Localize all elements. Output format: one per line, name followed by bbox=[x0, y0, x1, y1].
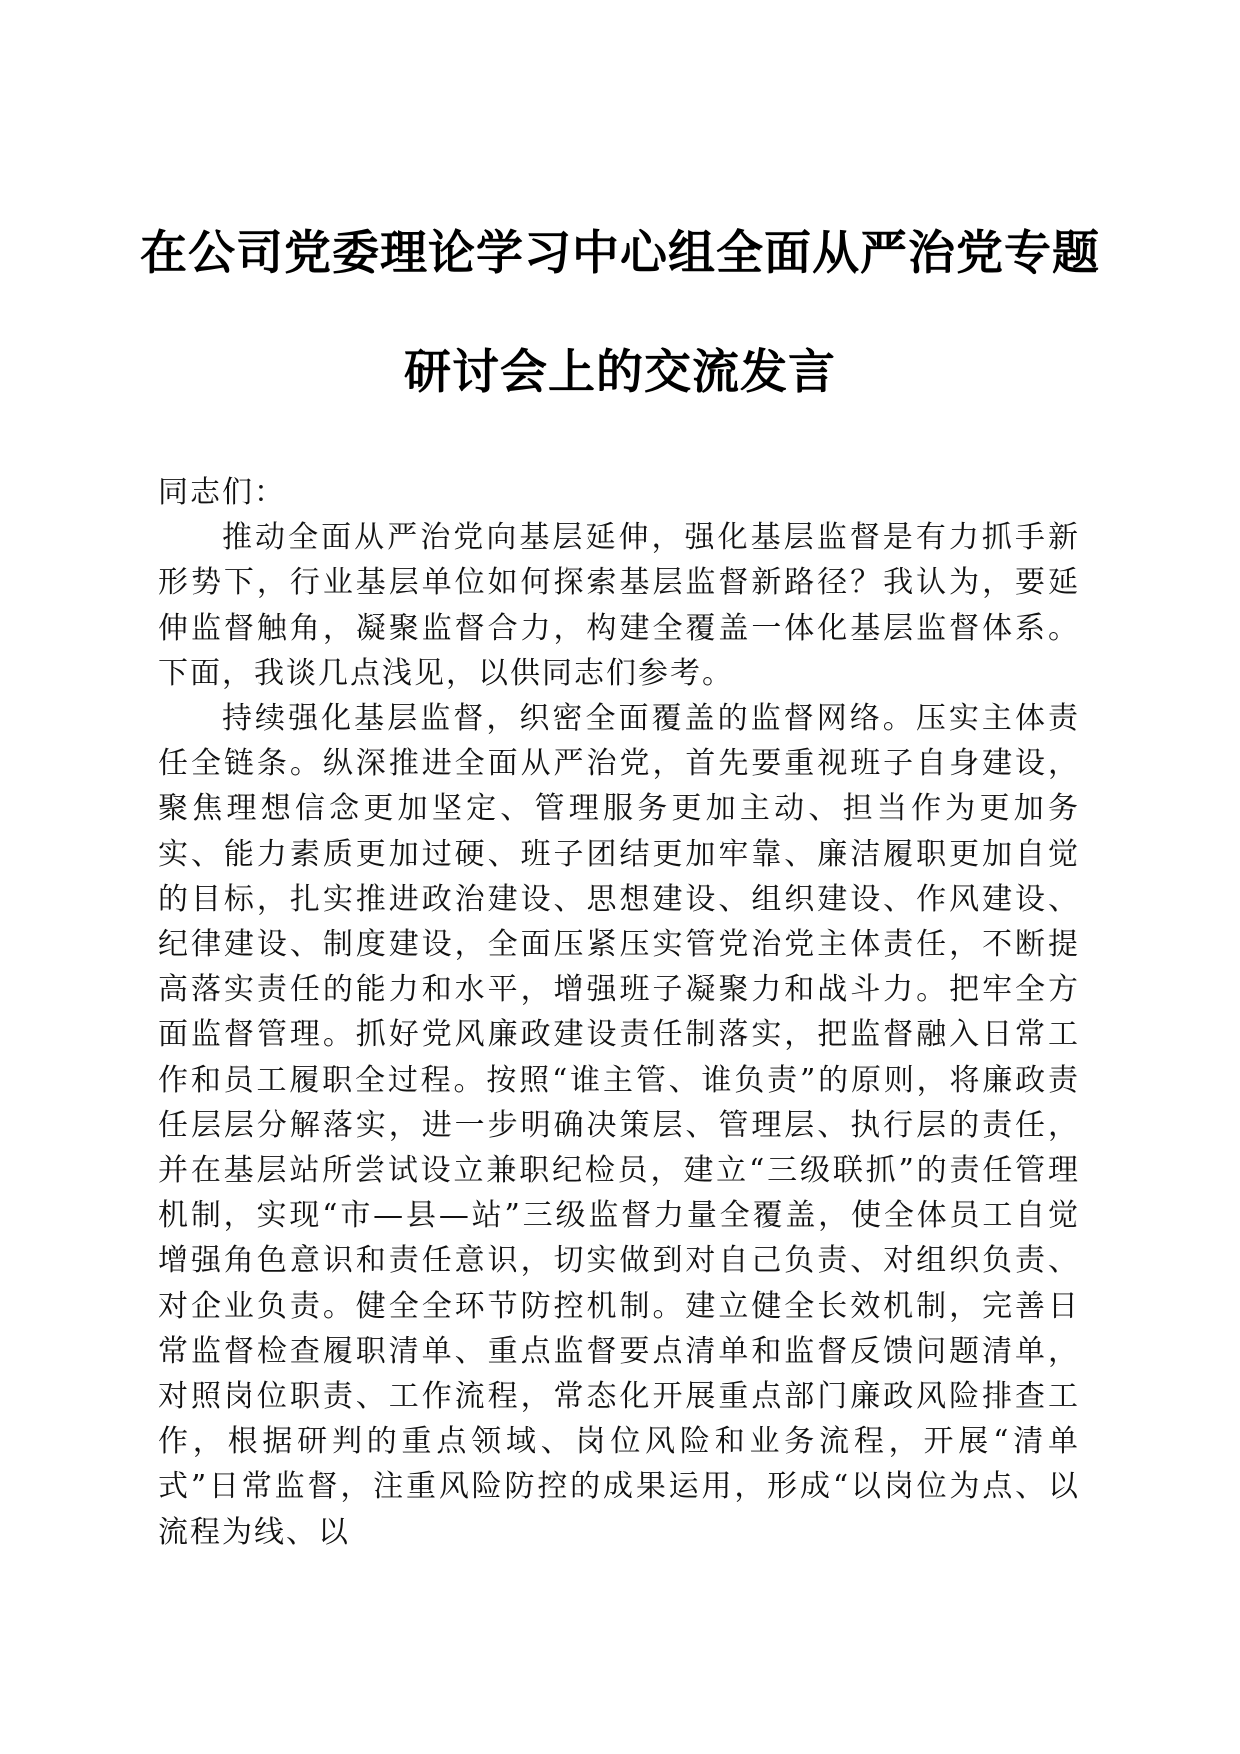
paragraph-2: 持续强化基层监督，织密全面覆盖的监督网络。压实主体责任全链条。纵深推进全面从严治党，首先要重视班子自身建设，聚焦理想信念更加坚定、管理服务更加主动、担当作为更加务实、能力素质更加过硬、班子团结更加牢靠、廉洁履职更加自觉的目标，扎实推进政治建设、思想建设、组织建设、作风建设、纪律建设、制度建设，全面压紧压实管党治党主体责任，不断提高落实责任的能力和水平，增强班子凝聚力和战斗力。把牢全方面监督管理。抓好党风廉政建设责任制落实，把监督融入日常工作和员工履职全过程。按照“谁主管、谁负责”的原则，将廉政责任层层分解落实，进一步明确决策层、管理层、执行层的责任，并在基层站所尝试设立兼职纪检员，建立“三级联抓”的责任管理机制，实现“市—县—站”三级监督力量全覆盖，使全体员工自觉增强角色意识和责任意识，切实做到对自己负责、对组织负责、对企业负责。健全全环节防控机制。建立健全长效机制，完善日常监督检查履职清单、重点监督要点清单和监督反馈问题清单，对照岗位职责、工作流程，常态化开展重点部门廉政风险排查工作，根据研判的重点领域、岗位风险和业务流程，开展“清单式”日常监督，注重风险防控的成果运用，形成“以岗位为点、以流程为线、以 bbox=[158, 701, 1080, 1550]
document-title-line-1: 在公司党委理论学习中心组全面从严治党专题 bbox=[140, 226, 1100, 281]
salutation: 同志们： bbox=[158, 475, 286, 510]
document-title-line-2: 研讨会上的交流发言 bbox=[404, 345, 836, 400]
document-body bbox=[158, 470, 1080, 1555]
paragraph-1: 推动全面从严治党向基层延伸，强化基层监督是有力抓手新形势下，行业基层单位如何探索基层监督新路径？我认为，要延伸监督触角，凝聚监督合力，构建全覆盖一体化基层监督体系。下面，我谈几点浅见，以供同志们参考。 bbox=[158, 520, 1080, 691]
